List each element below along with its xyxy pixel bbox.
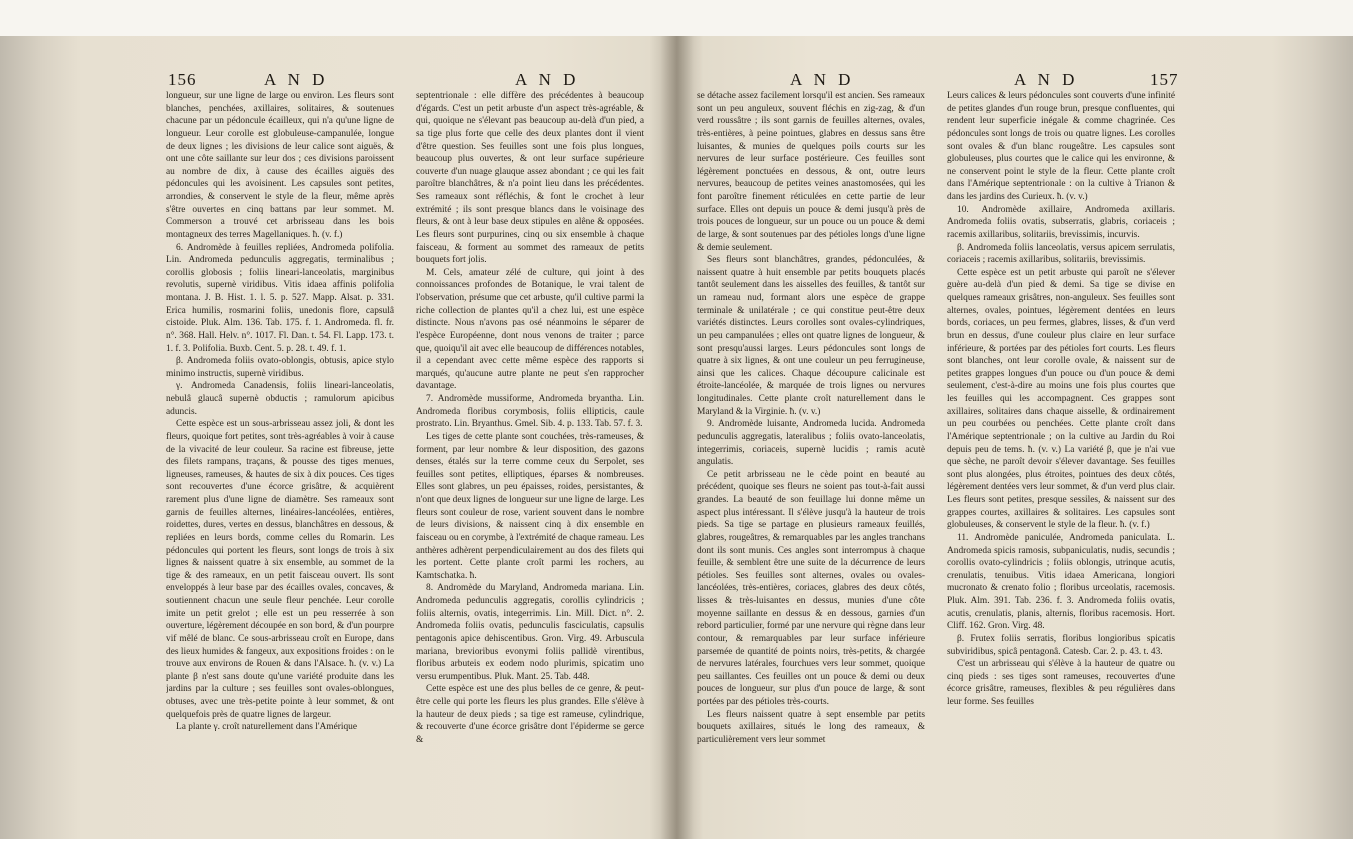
paragraph: 6. Andromède à feuilles repliées, Andromeda polifolia. Lin. Andromeda pedunculis aggregatis, terminalibus ; corollis globosis ; foliis lineari-lanceolatis, marginibus revolutis, supernè viridibus. Vitis idaea affinis polifolia montana. J. B. Hist. 1. l. 5. p. 527. Mapp. Alsat. p. 331. Erica humilis, rosmarini foliis, unedonis flore, capsulâ cistoide. Pluk. Alm. 136. Tab. 175. f. 1. Andromeda. fl. fr. n°. 368. Hall. Helv. n°. 1017. Fl. Dan. t. 54. Fl. Lapp. 173. t. 1. f. 3. Polifolia. Buxb. Cent. 5. p. 28. t. 49. f. 1. [166,242,394,354]
column-1 [166,90,394,734]
left-page [166,90,656,850]
paragraph: se détache assez facilement lorsqu'il est ancien. Ses rameaux sont un peu anguleux, souvent fléchis en zig-zag, & d'un verd roussâtre ; ils sont garnis de feuilles alternes, ovales, très-entières, à peine pointues, glabres en dessus sans être luisantes, & munies de quelques poils courts sur les nervures de leur surface postérieure. Ces feuilles sont légèrement ponctuées en dessous, & ont, outre leurs nervures, beaucoup de petites veines anastomosées, qui les font paroître finement réticulées en cette partie de leur surface. Elles ont depuis un pouce & demi jusqu'à près de trois pouces de longueur, sur un pouce ou un pouce & demi de large, & sont soutenues par des pétioles longs d'une ligne & demie seulement. [697,91,925,253]
page-top-margin [0,0,1353,36]
center-left-running-title: A N D [515,70,580,89]
paragraph: C'est un arbrisseau qui s'élève à la hauteur de quatre ou cinq pieds : ses tiges sont rameuses, recouvertes d'une écorce grisâtre, rameuses, flexibles & peu régulières dans leur forme. Ses feuilles [947,659,1175,707]
paragraph: γ. Andromeda Canadensis, foliis lineari-lanceolatis, nebulâ glaucâ supernè obductis ; ramulorum apicibus aduncis. [166,381,394,417]
paragraph: Cette espèce est une des plus belles de ce genre, & peut-être celle qui porte les fleurs les plus grandes. Elle s'élève à la hauteur de deux pieds ; sa tige est rameuse, cylindrique, & recouverte d'une écorce grisâtre dont l'épiderme se gerce & [416,684,644,745]
column-2 [416,90,644,747]
center-right-running-title: A N D [790,70,855,89]
left-running-title: A N D [264,70,329,89]
paragraph: septentrionale : elle diffère des précédentes à beaucoup d'égards. C'est un petit arbuste d'un aspect très-agréable, & qui, quoique ne s'élevant pas beaucoup au-delà d'un pied, a sa tige plus forte que celle des deux plantes dont il vient d'être question. Ses feuilles sont une fois plus longues, beaucoup plus ouvertes, & ont leur surface supérieure couverte d'un nuage glauque assez abondant ; ce qui les fait paroître blanchâtres, & n'a point lieu dans les précédentes. Ses rameaux sont réfléchis, & font le crochet à leur extrémité ; ils sont presque blancs dans le voisinage des fleurs, & ont à leur base deux stipules en alêne & opposées. Les fleurs sont purpurines, cinq ou six ensemble à chaque faisceau, & forment au sommet des rameaux de petits bouquets fort jolis. [416,91,644,266]
right-page [697,90,1187,850]
column-4 [947,90,1175,709]
right-running-title: A N D [1014,70,1079,89]
paragraph: longueur, sur une ligne de large ou environ. Les fleurs sont blanches, penchées, axillaires, solitaires, & soutenues chacune par un pédoncule écailleux, qui n'a qu'une ligne de longueur. Leur corolle est globuleuse-campanulée, longue de deux lignes ; les divisions de leur calice sont aiguës, & ont une côte saillante sur leur dos ; ces divisions paroissent au nombre de dix, à cause des écailles aiguës des pédoncules qui les avoisinent. Les capsules sont petites, arrondies, & conservent le style de la fleur, même après s'être ouvertes en cinq battans par leur sommet. M. Commerson a trouvé cet arbrisseau dans les bois montagneux des terres Magellaniques. ħ. (v. f.) [166,91,394,240]
column-3 [697,90,925,747]
paragraph: Leurs calices & leurs pédoncules sont couverts d'une infinité de petites glandes d'un rouge brun, presque confluentes, qui rendent leur superficie inégale & comme chagrinée. Ces pédoncules sont longs de trois ou quatre lignes. Les corolles sont ovales & d'un blanc rougeâtre. Les capsules sont globuleuses, plus courtes que le calice qui les environne, & ne conservent point le style de la fleur. Cette plante croît dans l'Amérique septentrionale : on la cultive à Trianon & dans les jardins des Curieux. ħ. (v. v.) [947,91,1175,202]
paragraph: Ses fleurs sont blanchâtres, grandes, pédonculées, & naissent quatre à huit ensemble par petits bouquets placés tantôt seulement dans les aisselles des feuilles, & tantôt sur un rameau nud, formant alors une espèce de grappe terminale & unilatérale ; ce qui constitue peut-être deux variétés distinctes. Leurs corolles sont ovales-cylindriques, un peu campanulées ; elles ont quatre lignes de longueur, & sont presqu'aussi larges. Leurs pédoncules sont longs de quatre à six lignes, & ont une couleur un peu ferrugineuse, ainsi que les calices. Chaque découpure calicinale est étroite-lancéolée, & marquée de trois lignes ou nervures longitudinales. Cette plante croît naturellement dans le Maryland & la Virginie. ħ. (v. v.) [697,255,925,417]
paragraph: Cette espèce est un petit arbuste qui paroît ne s'élever guère au-delà d'un pied & demi. Sa tige se divise en quelques rameaux grisâtres, non-anguleux. Ses feuilles sont alternes, ovales, pointues, légèrement dentées en leurs bords, coriaces, un peu fermes, glabres, lisses, & d'un verd brun en dessus, d'une couleur plus claire en leur surface inférieure, & portées par des pétioles fort courts. Les fleurs sont blanches, ont leur corolle ovale, & naissent sur de petites grappes longues d'un pouce ou d'un pouce & demi seulement, c'est-à-dire au moins une fois plus courtes que les feuilles qui les accompagnent. Ces grappes sont axillaires, solitaires dans chaque aisselle, & ordinairement un peu courbées ou penchées. Cette plante croît dans l'Amérique septentrionale ; on la cultive au Jardin du Roi depuis peu de tems. ħ. (v. v.) La variété β, que je n'ai vue que sèche, ne paroît devoir s'élever davantage. Ses feuilles sont plus alongées, plus étroites, pointues des deux côtés, légèrement dentées vers leur sommet, & d'un verd plus clair. Les fleurs sont petites, presque sessiles, & naissent sur des grappes courtes, axillaires & solitaires. Les capsules sont globuleuses, & conservent le style de la fleur. ħ. (v. f.) [947,267,1175,531]
paragraph: 9. Andromède luisante, Andromeda lucida. Andromeda pedunculis aggregatis, lateralibus ; foliis ovato-lanceolatis, integerrimis, coriaceis, supernè lucidis ; ramis acutè angulatis. [697,419,925,468]
paragraph: β. Frutex foliis serratis, floribus longioribus spicatis subviridibus, spicâ pentagonâ. Catesb. Car. 2. p. 43. t. 43. [947,633,1175,657]
paragraph: Cette espèce est un sous-arbrisseau assez joli, & dont les fleurs, quoique fort petites, sont très-agréables à voir à cause de la vivacité de leur couleur. Sa racine est fibreuse, jette des filets rampans, traçans, & pousse des tiges menues, ligneuses, rameuses, & hautes de six à dix pouces. Ces tiges sont recouvertes d'une écorce grisâtre, & acquièrent rarement plus d'une ligne de diamètre. Ses rameaux sont garnis de feuilles alternes, linéaires-lancéolées, entières, roidettes, dures, vertes en dessus, blanchâtres en dessous, & repliées en leurs bords, comme celles du Romarin. Les pédoncules qui portent les fleurs, sont longs de trois à six lignes & naissent quatre à six ensemble, au sommet de la tige & des rameaux, en un petit faisceau ouvert. Ils sont enveloppés à leur base par des écailles ovales, concaves, & soutiennent chacun une seule fleur penchée. Leur corolle imite un petit grelot ; elle est un peu resserrée à son ouverture, légèrement découpée en son bord, & d'un pourpre vif mêlé de blanc. Ce sous-arbrisseau croît en Europe, dans des lieux humides & fangeux, aux expositions froides : on le trouve aux environs de Rouen & dans l'Alsace. ħ. (v. v.) La plante β n'est sans doute qu'une variété produite dans les jardins par la culture ; ses feuilles sont ovales-oblongues, obtuses, avec une très-petite pointe à leur sommet, & ont quelquefois près de quatre lignes de largeur. [166,419,394,720]
paragraph: Ce petit arbrisseau ne le cède point en beauté au précédent, quoique ses fleurs ne soient pas tout-à-fait aussi grandes. La beauté de son feuillage lui donne même un aspect plus intéressant. Il s'élève jusqu'à la hauteur de trois pieds. Sa tige se partage en plusieurs rameaux feuillés, glabres, rougeâtres, & remarquables par les angles tranchans dont ils sont munis. Ces angles sont interrompus à chaque feuille, & semblent être une suite de la décurrence de leurs pétioles. Ses feuilles sont alternes, ovales ou ovales-lancéolées, très-entières, coriaces, glabres des deux côtés, lisses & très-luisantes en dessus, munies d'une côte moyenne saillante en dessus & en dessous, garnies d'un rebord particulier, formé par une nervure qui règne dans leur contour, & remarquables par leur surface inférieure parsemée de quantité de points noirs, très-petits, & chargée de nervures latérales, fourchues vers leur sommet, quoique peu saillantes. Ces feuilles ont un pouce & demi ou deux pouces de longueur, sur plus d'un pouce de large, & sont portées par des pétioles très-courts. [697,469,925,707]
paragraph: 11. Andromède paniculée, Andromeda paniculata. L. Andromeda spicis ramosis, subpaniculatis, nudis, secundis ; corollis ovato-cylindricis ; foliis oblongis, utrinque acutis, crenulatis, tenuibus. Vitis idaea Americana, longiori mucronato & crenato folio ; floribus urceolatis, racemosis. Pluk. Alm. 391. Tab. 236. f. 3. Andromeda foliis ovatis, acutis, crenulatis, planis, alternis, floribus racemosis. Hort. Cliff. 162. Gron. Virg. 48. [947,532,1175,632]
left-page-number: 156 [168,70,197,89]
paragraph: 8. Andromède du Maryland, Andromeda mariana. Lin. Andromeda pedunculis aggregatis, corollis cylindricis ; foliis alternis, ovatis, integerrimis. Lin. Mill. Dict. n°. 2. Andromeda foliis ovatis, pedunculis fasciculatis, capsulis pentagonis apice dehiscentibus. Gron. Virg. 49. Arbuscula mariana, brevioribus evonymi foliis pallidè virentibus, floribus arbuteis ex eodem nodo plurimis, spicatim uno versu erumpentibus. Pluk. Mant. 25. Tab. 448. [416,583,644,682]
paragraph: 7. Andromède mussiforme, Andromeda bryantha. Lin. Andromeda floribus corymbosis, foliis ellipticis, caule prostrato. Lin. Bryanthus. Gmel. Sib. 4. p. 133. Tab. 57. f. 3. [416,394,644,430]
paragraph: Les tiges de cette plante sont couchées, très-rameuses, & forment, par leur nombre & leur disposition, des gazons denses, étalés sur la terre comme ceux du Serpolet, ses feuilles sont petites, elliptiques, éparses & nombreuses. Elles sont glabres, un peu épaisses, roides, persistantes, & n'ont que deux lignes de longueur sur une ligne de large. Les fleurs sont couleur de rose, varient souvent dans le nombre de leurs divisions, & naissent cinq à dix ensemble en faisceau ou en corymbe, à l'extrémité de chaque rameau. Les anthères adhèrent perpendiculairement au dos des filets qui les portent. Cette plante croît parmi les rochers, au Kamtschatka. ħ. [416,431,644,581]
right-page-number: 157 [1150,70,1179,89]
paragraph: Les fleurs naissent quatre à sept ensemble par petits bouquets axillaires, situés le long des rameaux, & particulièrement vers leur sommet [697,709,925,745]
paragraph: β. Andromeda foliis ovato-oblongis, obtusis, apice stylo minimo instructis, supernè viridibus. [166,356,394,379]
paragraph: 10. Andromède axillaire, Andromeda axillaris. Andromeda foliis ovatis, subserratis, glabris, coriaceis ; racemis axillaribus, solitariis, brevissimis, incurvis. [947,204,1175,240]
paragraph: La plante γ. croît naturellement dans l'Amérique [176,722,358,733]
book-gutter [660,36,694,839]
paragraph: β. Andromeda foliis lanceolatis, versus apicem serrulatis, coriaceis ; racemis axillaribus, solitariis, brevissimis. [947,242,1175,266]
paragraph: M. Cels, amateur zélé de culture, qui joint à des connoissances profondes de Botanique, le vrai talent de l'observation, présume que cet arbuste, qu'il cultive parmi la riche collection de plantes qu'il a chez lui, est une espèce distincte. Nous n'avons pas osé néanmoins le séparer de l'espèce Européenne, dont nous venons de traiter ; parce que, quoiqu'il ait avec elle beaucoup de différences notables, il a cependant avec cette même espèce des rapports si marqués, qu'aucune autre plante ne peut s'en rapprocher davantage. [416,267,644,392]
